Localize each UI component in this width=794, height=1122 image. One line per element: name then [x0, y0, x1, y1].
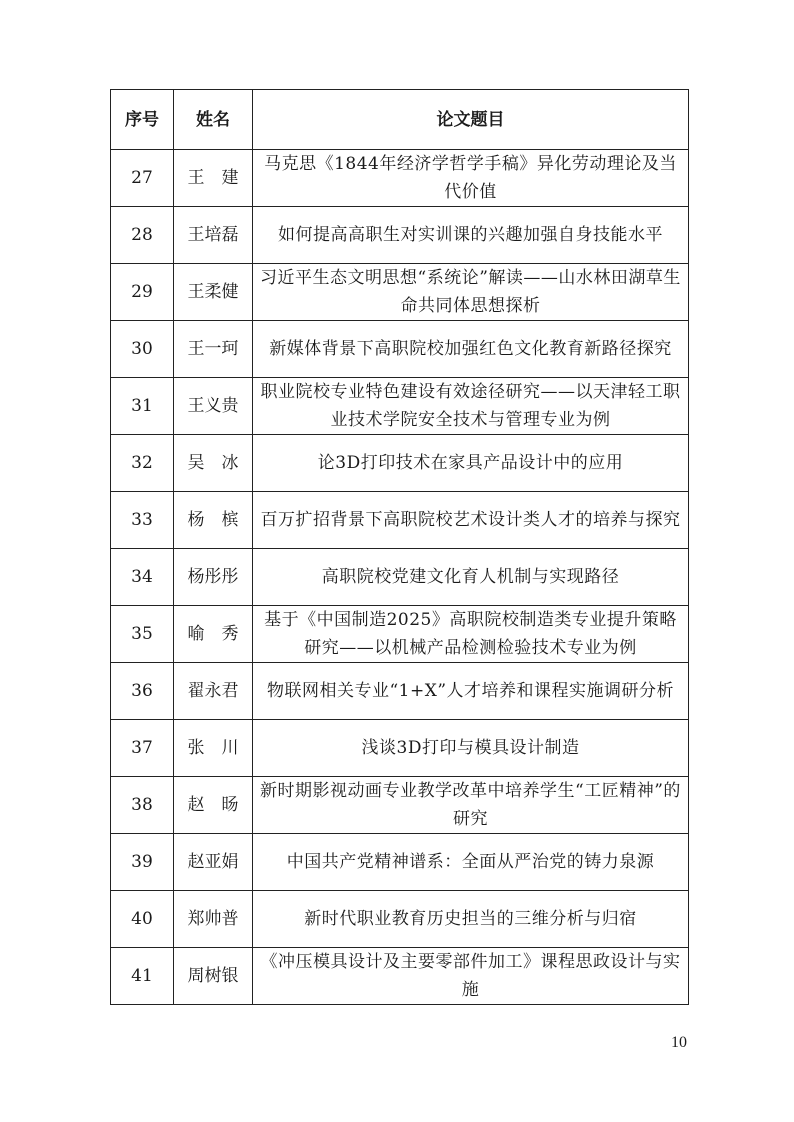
row-title: 百万扩招背景下高职院校艺术设计类人才的培养与探究 — [253, 492, 689, 549]
row-title: 《冲压模具设计及主要零部件加工》课程思政设计与实施 — [253, 948, 689, 1005]
row-number: 39 — [111, 834, 174, 891]
row-number: 35 — [111, 606, 174, 663]
row-number: 30 — [111, 321, 174, 378]
header-title: 论文题目 — [253, 90, 689, 150]
table-row — [111, 948, 689, 1005]
table-row — [111, 207, 689, 264]
header-name: 姓名 — [174, 90, 253, 150]
row-title: 高职院校党建文化育人机制与实现路径 — [253, 549, 689, 606]
row-title: 职业院校专业特色建设有效途径研究——以天津轻工职业技术学院安全技术与管理专业为例 — [253, 378, 689, 435]
row-number: 41 — [111, 948, 174, 1005]
table-row — [111, 492, 689, 549]
header-number: 序号 — [111, 90, 174, 150]
table-row — [111, 777, 689, 834]
row-title: 论3D打印技术在家具产品设计中的应用 — [253, 435, 689, 492]
table-row — [111, 834, 689, 891]
row-author: 喻 秀 — [174, 606, 253, 663]
row-title: 中国共产党精神谱系：全面从严治党的铸力泉源 — [253, 834, 689, 891]
table-row — [111, 150, 689, 207]
table-row — [111, 321, 689, 378]
table-row — [111, 663, 689, 720]
row-number: 36 — [111, 663, 174, 720]
row-author: 王义贵 — [174, 378, 253, 435]
row-title: 物联网相关专业“1+X”人才培养和课程实施调研分析 — [253, 663, 689, 720]
row-author: 杨 槟 — [174, 492, 253, 549]
row-number: 28 — [111, 207, 174, 264]
table-header-row — [111, 90, 689, 150]
row-number: 38 — [111, 777, 174, 834]
row-number: 29 — [111, 264, 174, 321]
row-author: 赵亚娟 — [174, 834, 253, 891]
page-number: 10 — [671, 1034, 687, 1051]
row-number: 40 — [111, 891, 174, 948]
table-row — [111, 435, 689, 492]
table-row — [111, 720, 689, 777]
row-author: 王 建 — [174, 150, 253, 207]
table-row — [111, 264, 689, 321]
table-row — [111, 378, 689, 435]
row-author: 周树银 — [174, 948, 253, 1005]
row-title: 如何提高高职生对实训课的兴趣加强自身技能水平 — [253, 207, 689, 264]
row-author: 王柔健 — [174, 264, 253, 321]
row-number: 32 — [111, 435, 174, 492]
row-number: 27 — [111, 150, 174, 207]
row-author: 王培磊 — [174, 207, 253, 264]
row-author: 王一珂 — [174, 321, 253, 378]
row-author: 郑帅普 — [174, 891, 253, 948]
row-author: 赵 旸 — [174, 777, 253, 834]
paper-list-table — [110, 89, 689, 1005]
row-title: 新时期影视动画专业教学改革中培养学生“工匠精神”的研究 — [253, 777, 689, 834]
row-number: 37 — [111, 720, 174, 777]
row-author: 吴 冰 — [174, 435, 253, 492]
row-author: 张 川 — [174, 720, 253, 777]
table-row — [111, 606, 689, 663]
row-title: 新媒体背景下高职院校加强红色文化教育新路径探究 — [253, 321, 689, 378]
row-title: 浅谈3D打印与模具设计制造 — [253, 720, 689, 777]
row-number: 31 — [111, 378, 174, 435]
row-number: 33 — [111, 492, 174, 549]
row-title: 马克思《1844年经济学哲学手稿》异化劳动理论及当代价值 — [253, 150, 689, 207]
row-number: 34 — [111, 549, 174, 606]
row-author: 翟永君 — [174, 663, 253, 720]
table-row — [111, 891, 689, 948]
row-title: 习近平生态文明思想“系统论”解读——山水林田湖草生命共同体思想探析 — [253, 264, 689, 321]
table-row — [111, 549, 689, 606]
row-title: 基于《中国制造2025》高职院校制造类专业提升策略研究——以机械产品检测检验技术专业为例 — [253, 606, 689, 663]
row-title: 新时代职业教育历史担当的三维分析与归宿 — [253, 891, 689, 948]
row-author: 杨彤彤 — [174, 549, 253, 606]
